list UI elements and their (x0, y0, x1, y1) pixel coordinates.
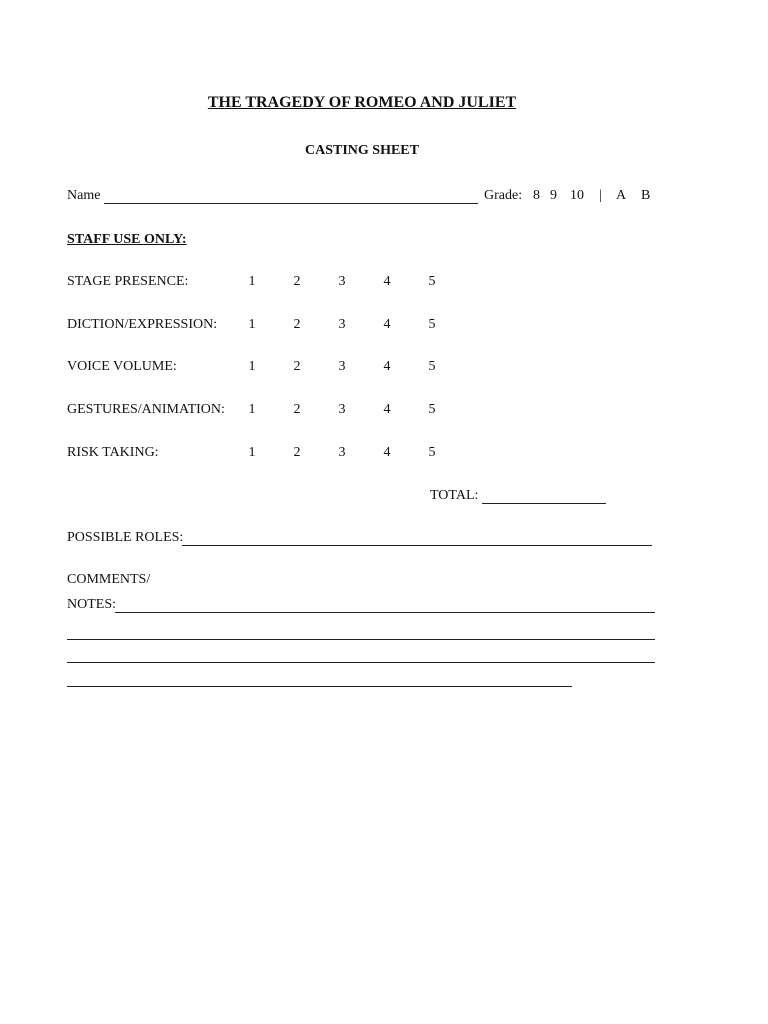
document-title: THE TRAGEDY OF ROMEO AND JULIET (207, 94, 517, 111)
notes-line-4[interactable] (67, 686, 572, 687)
score-option[interactable]: 5 (428, 402, 436, 417)
criterion-label: DICTION/EXPRESSION: (67, 317, 218, 332)
grade-label: Grade: (484, 188, 523, 203)
score-option[interactable]: 1 (248, 274, 256, 289)
possible-roles-label: POSSIBLE ROLES: (67, 530, 184, 545)
score-option[interactable]: 5 (428, 359, 436, 374)
score-option[interactable]: 3 (338, 359, 346, 374)
score-option[interactable]: 4 (383, 317, 391, 332)
score-option[interactable]: 5 (428, 274, 436, 289)
score-option[interactable]: 3 (338, 317, 346, 332)
criterion-label: VOICE VOLUME: (67, 359, 177, 374)
score-option[interactable]: 1 (248, 402, 256, 417)
possible-roles-field[interactable] (182, 545, 652, 546)
score-option[interactable]: 2 (293, 359, 301, 374)
total-field[interactable] (482, 503, 606, 504)
grade-option-10[interactable]: 10 (570, 188, 584, 203)
score-option[interactable]: 3 (338, 274, 346, 289)
notes-line-1[interactable] (115, 612, 655, 613)
criterion-label: STAGE PRESENCE: (67, 274, 189, 289)
score-option[interactable]: 1 (248, 445, 256, 460)
grade-separator: | (599, 188, 602, 203)
score-option[interactable]: 2 (293, 317, 301, 332)
score-option[interactable]: 4 (383, 359, 391, 374)
staff-use-heading: STAFF USE ONLY: (67, 232, 187, 247)
notes-line-3[interactable] (67, 662, 655, 663)
name-field[interactable] (104, 203, 478, 204)
score-option[interactable]: 2 (293, 402, 301, 417)
score-option[interactable]: 3 (338, 402, 346, 417)
grade-option-8[interactable]: 8 (533, 188, 540, 203)
criterion-label: RISK TAKING: (67, 445, 159, 460)
score-option[interactable]: 4 (383, 274, 391, 289)
score-option[interactable]: 2 (293, 274, 301, 289)
total-label: TOTAL: (430, 488, 479, 503)
notes-line-2[interactable] (67, 639, 655, 640)
score-option[interactable]: 1 (248, 359, 256, 374)
track-option-a[interactable]: A (616, 188, 627, 203)
comments-label: COMMENTS/ (67, 572, 151, 587)
name-label: Name (67, 188, 101, 203)
criterion-label: GESTURES/ANIMATION: (67, 402, 225, 417)
document-subtitle: CASTING SHEET (305, 143, 419, 158)
score-option[interactable]: 5 (428, 445, 436, 460)
score-option[interactable]: 2 (293, 445, 301, 460)
score-option[interactable]: 3 (338, 445, 346, 460)
score-option[interactable]: 5 (428, 317, 436, 332)
score-option[interactable]: 4 (383, 445, 391, 460)
score-option[interactable]: 1 (248, 317, 256, 332)
track-option-b[interactable]: B (641, 188, 651, 203)
grade-option-9[interactable]: 9 (550, 188, 557, 203)
notes-label: NOTES: (67, 597, 116, 612)
score-option[interactable]: 4 (383, 402, 391, 417)
